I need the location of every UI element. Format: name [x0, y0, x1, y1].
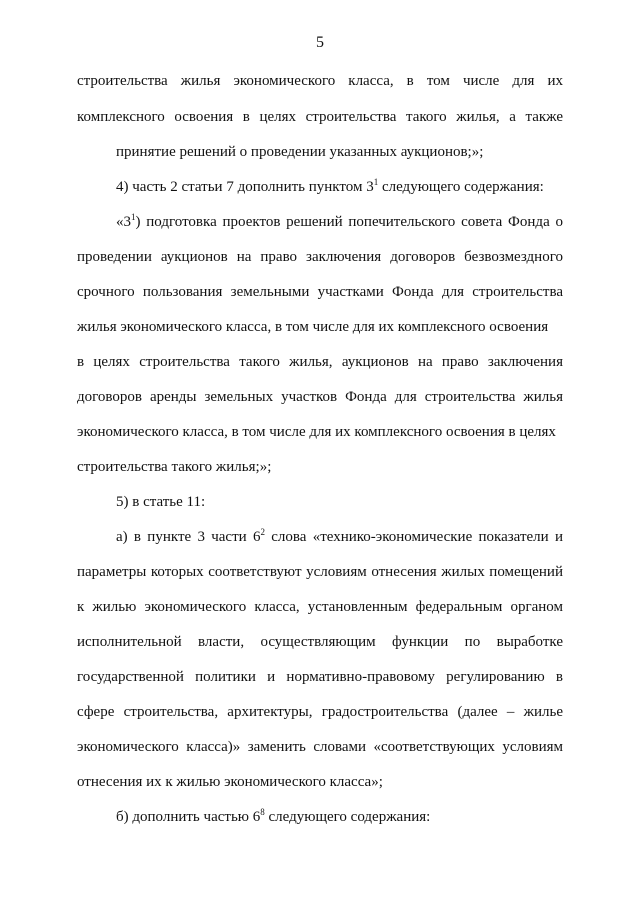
text-line: экономического класса, в том числе для их комплексного освоения в целях [77, 424, 556, 440]
text-line [116, 213, 563, 231]
superscript: 2 [260, 527, 265, 537]
text-line: сфере строительства, архитектуры, градостроительства (далее – жилье [77, 704, 563, 720]
text-span: ) подготовка проектов решений попечительского совета Фонда о [135, 214, 563, 230]
text-line: жилья экономического класса, в том числе для их комплексного освоения [77, 319, 549, 335]
text-line [116, 528, 563, 546]
text-span: следующего содержания: [264, 809, 431, 825]
text-span: 4) часть 2 статьи 7 дополнить пунктом 3 [116, 179, 374, 195]
superscript: 1 [373, 177, 379, 187]
text-span: б) дополнить частью 6 [116, 809, 261, 825]
amendment-item-5: 5) в статье 11: [116, 494, 206, 510]
text-line: комплексного освоения в целях строительства такого жилья, а также [77, 109, 563, 125]
text-line: срочного пользования земельными участками Фонда для строительства [77, 284, 563, 300]
text-line: государственной политики и нормативно-правовому регулированию в [77, 669, 563, 685]
superscript: 8 [260, 807, 265, 817]
text-line: проведении аукционов на право заключения договоров безвозмездного [77, 249, 563, 265]
text-line: отнесения их к жилью экономического класса»; [77, 774, 383, 790]
text-line: к жилью экономического класса, установленным федеральным органом [77, 599, 563, 615]
text-line: в целях строительства такого жилья, аукционов на право заключения [77, 354, 563, 370]
text-line: принятие решений о проведении указанных аукционов;»; [116, 144, 484, 160]
superscript: 1 [131, 212, 136, 222]
text-line: строительства жилья экономического класса, в том числе для их [77, 73, 563, 89]
text-line: параметры которых соответствуют условиям отнесения жилых помещений [77, 564, 563, 580]
text-line: договоров аренды земельных участков Фонда для строительства жилья [77, 389, 563, 405]
text-line: экономического класса)» заменить словами «соответствующих условиям [77, 739, 563, 755]
text-span: «3 [116, 214, 131, 230]
text-span: а) в пункте 3 части 6 [116, 529, 261, 545]
text-span: слова «технико-экономические показатели и [264, 529, 563, 545]
page-number: 5 [316, 34, 324, 51]
text-line: строительства такого жилья;»; [77, 459, 272, 475]
text-line: исполнительной власти, осуществляющим функции по выработке [77, 634, 563, 650]
amendment-item-4 [116, 178, 544, 196]
amendment-item-b [116, 808, 430, 826]
text-span: следующего содержания: [378, 179, 544, 195]
